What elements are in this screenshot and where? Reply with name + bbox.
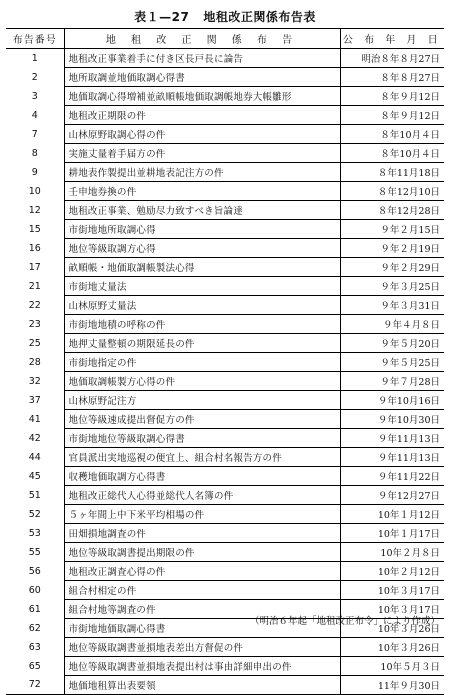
header-decree-number: 布告番号 <box>6 29 64 49</box>
table-body <box>6 49 444 695</box>
table-title: 地租改正関係布告表 <box>203 10 316 24</box>
table-row <box>6 391 444 410</box>
table-row <box>6 429 444 448</box>
table-row <box>6 68 444 87</box>
table-row <box>6 562 444 581</box>
table-row <box>6 676 444 695</box>
table-row <box>6 201 444 220</box>
decree-number-cell: 42 <box>6 429 64 448</box>
promulgation-date-cell: ９年11月13日 <box>340 448 444 467</box>
decree-title-cell: 地租改正期限の件 <box>64 106 340 125</box>
table-row <box>6 49 444 68</box>
decree-number-cell: 37 <box>6 391 64 410</box>
promulgation-date-cell: ９年12月27日 <box>340 486 444 505</box>
decree-title-cell: 実施丈量着手届方の件 <box>64 144 340 163</box>
table-row <box>6 296 444 315</box>
decree-title-cell: 地価地租算出表要領 <box>64 676 340 695</box>
header-row <box>6 29 444 49</box>
decree-title-cell: 地価取調帳製方心得の件 <box>64 372 340 391</box>
promulgation-date-cell: ９年11月22日 <box>340 467 444 486</box>
decree-number-cell: 12 <box>6 201 64 220</box>
promulgation-date-cell: 10年３月26日 <box>340 619 444 638</box>
decree-number-cell: 22 <box>6 296 64 315</box>
decree-number-cell: 56 <box>6 562 64 581</box>
decree-title-cell: 地租改正事業着手に付き区長戸長に論告 <box>64 49 340 68</box>
decree-title-cell: 地位等級速成提出督促方の件 <box>64 410 340 429</box>
promulgation-date-cell: 10年１月17日 <box>340 524 444 543</box>
decree-title-cell: 市街地地積の呼称の件 <box>64 315 340 334</box>
decree-title-cell: 地租改正調査心得の件 <box>64 562 340 581</box>
decree-number-cell: 55 <box>6 543 64 562</box>
decree-number-cell: 72 <box>6 676 64 695</box>
table-row <box>6 87 444 106</box>
decree-title-cell: ５ヶ年間上中下米平均相場の件 <box>64 505 340 524</box>
decree-number-cell: 23 <box>6 315 64 334</box>
promulgation-date-cell: 10年１月12日 <box>340 505 444 524</box>
promulgation-date-cell: 10年３月17日 <box>340 581 444 600</box>
table-row <box>6 258 444 277</box>
header-promulgation-date: 公 布 年 月 日 <box>340 29 444 49</box>
table-caption <box>0 8 450 28</box>
decree-title-cell: 組合村地等調査の件 <box>64 600 340 619</box>
decree-title-cell: 地位等級取調書並損地表差出方督促の件 <box>64 638 340 657</box>
table-row <box>6 220 444 239</box>
promulgation-date-cell: 10年３月26日 <box>340 638 444 657</box>
promulgation-date-cell: ８年９月12日 <box>340 87 444 106</box>
promulgation-date-cell: 10年２月８日 <box>340 543 444 562</box>
promulgation-date-cell: ９年５月25日 <box>340 353 444 372</box>
table-row <box>6 106 444 125</box>
decree-title-cell: 官員派出実地巡視の便宜上、組合村名報告方の件 <box>64 448 340 467</box>
table-row <box>6 581 444 600</box>
table-row <box>6 125 444 144</box>
decree-title-cell: 山林原野記注方 <box>64 391 340 410</box>
decree-title-cell: 耕地表作製提出並耕地表記注方の件 <box>64 163 340 182</box>
decree-title-cell: 地位等級取調方心得 <box>64 239 340 258</box>
decree-number-cell: 52 <box>6 505 64 524</box>
source-note: （明治６年起「地租改正布令」により作成） <box>249 616 440 627</box>
decree-number-cell: 44 <box>6 448 64 467</box>
promulgation-date-cell: 10年５月３日 <box>340 657 444 676</box>
promulgation-date-cell: 10年２月12日 <box>340 562 444 581</box>
decree-number-cell: 41 <box>6 410 64 429</box>
table-row <box>6 638 444 657</box>
decree-number-cell: 61 <box>6 600 64 619</box>
promulgation-date-cell: ９年３月25日 <box>340 277 444 296</box>
decree-title-cell: 市街地地所取調心得 <box>64 220 340 239</box>
decree-number-cell: 4 <box>6 106 64 125</box>
decree-number-cell: 3 <box>6 87 64 106</box>
table-row <box>6 144 444 163</box>
decree-title-cell: 山林原野取調心得の件 <box>64 125 340 144</box>
promulgation-date-cell: 明治８年８月27日 <box>361 54 440 65</box>
decree-number-cell: 32 <box>6 372 64 391</box>
promulgation-date-cell: ８年12月28日 <box>340 201 444 220</box>
decree-table <box>6 28 444 695</box>
table-row <box>6 505 444 524</box>
promulgation-date-cell: ９年７月28日 <box>340 372 444 391</box>
decree-title-cell: 市街地丈量法 <box>64 277 340 296</box>
decree-title-cell: 市街地指定の件 <box>64 353 340 372</box>
decree-number-cell: 8 <box>6 144 64 163</box>
decree-title-cell: 地押丈量整頓の期限延長の件 <box>64 334 340 353</box>
header-decree-title: 地 租 改 正 関 係 布 告 <box>64 29 340 49</box>
decree-number-cell: 62 <box>6 619 64 638</box>
table-row <box>6 315 444 334</box>
decree-number-cell: 15 <box>6 220 64 239</box>
table-row <box>6 239 444 258</box>
decree-number-cell: 25 <box>6 334 64 353</box>
decree-title-cell: 地所取調並地価取調心得書 <box>64 68 340 87</box>
decree-title-cell: 市街地地価取調心得書 <box>64 619 340 638</box>
decree-number-cell: 63 <box>6 638 64 657</box>
table-row <box>6 467 444 486</box>
table-row <box>6 163 444 182</box>
table-row <box>6 372 444 391</box>
promulgation-date-cell: ８年10月４日 <box>340 144 444 163</box>
decree-title-cell: 収穫地価取調方心得書 <box>64 467 340 486</box>
decree-title-cell: 地位等級取調書並損地表提出村は事由詳細申出の件 <box>64 657 340 676</box>
promulgation-date-cell: 10年３月17日 <box>340 600 444 619</box>
promulgation-date-cell: ９年２月19日 <box>340 239 444 258</box>
decree-title-cell: 地租改正事業、勉励尽力致すべき旨論達 <box>64 201 340 220</box>
table-row <box>6 353 444 372</box>
table-number: 表１—27 <box>134 10 190 24</box>
decree-number-cell: 9 <box>6 163 64 182</box>
decree-number-cell: 7 <box>6 125 64 144</box>
decree-title-cell: 組合村相定の件 <box>64 581 340 600</box>
table-row <box>6 182 444 201</box>
promulgation-date-cell: ９年４月８日 <box>340 315 444 334</box>
table-row <box>6 543 444 562</box>
promulgation-date-cell: ８年11月18日 <box>340 163 444 182</box>
table-row <box>6 657 444 676</box>
promulgation-date-cell: ８年12月10日 <box>340 182 444 201</box>
decree-number-cell: 10 <box>6 182 64 201</box>
promulgation-date-cell: ８年９月12日 <box>340 106 444 125</box>
table-row <box>6 410 444 429</box>
decree-title-cell: 畝順帳・地価取調帳製法心得 <box>64 258 340 277</box>
decree-number-cell: 45 <box>6 467 64 486</box>
decree-number-cell: 65 <box>6 657 64 676</box>
table-row <box>6 334 444 353</box>
decree-number-cell: 1 <box>6 49 64 68</box>
table-row <box>6 486 444 505</box>
decree-number-cell: 28 <box>6 353 64 372</box>
decree-number-cell: 16 <box>6 239 64 258</box>
decree-title-cell: 地価取調心得増補並畝順帳地価取調帳地券大帳雛形 <box>64 87 340 106</box>
table-row <box>6 448 444 467</box>
decree-number-cell: 2 <box>6 68 64 87</box>
promulgation-date-cell: ９年５月20日 <box>340 334 444 353</box>
promulgation-date-cell: ９年10月16日 <box>340 391 444 410</box>
table-row <box>6 277 444 296</box>
decree-number-cell: 51 <box>6 486 64 505</box>
promulgation-date-cell: ９年11月13日 <box>340 429 444 448</box>
decree-title-cell: 市街地地位等級取調心得書 <box>64 429 340 448</box>
decree-number-cell: 17 <box>6 258 64 277</box>
promulgation-date-cell: ８年10月４日 <box>340 125 444 144</box>
table-row <box>6 524 444 543</box>
promulgation-date-cell: ９年２月15日 <box>340 220 444 239</box>
decree-number-cell: 53 <box>6 524 64 543</box>
promulgation-date-cell: ９年10月30日 <box>340 410 444 429</box>
decree-title-cell: 地位等級取調書提出期限の件 <box>64 543 340 562</box>
decree-title-cell: 山林原野丈量法 <box>64 296 340 315</box>
promulgation-date-cell: ９年３月31日 <box>340 296 444 315</box>
decree-number-cell: 60 <box>6 581 64 600</box>
promulgation-date-cell: ９年２月29日 <box>340 258 444 277</box>
decree-title-cell: 地租改正総代人心得並総代人名簿の件 <box>64 486 340 505</box>
decree-title-cell: 壬申地券換の件 <box>64 182 340 201</box>
decree-number-cell: 21 <box>6 277 64 296</box>
promulgation-date-cell: 11年９月30日 <box>340 676 444 695</box>
decree-title-cell: 田畑損地調査の件 <box>64 524 340 543</box>
promulgation-date-cell: ８年８月27日 <box>340 68 444 87</box>
